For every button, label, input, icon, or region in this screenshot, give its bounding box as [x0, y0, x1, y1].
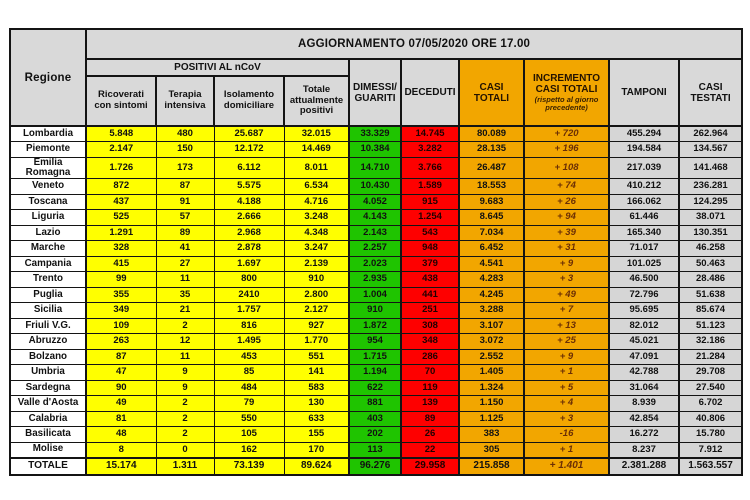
column-header-terapia-intensiva: Terapia intensiva — [156, 76, 214, 126]
region-cell: Emilia Romagna — [10, 157, 86, 179]
cell-casi-totali: 3.288 — [459, 303, 524, 319]
cell-tamponi: 410.212 — [609, 179, 679, 195]
cell-isolamento: 453 — [214, 349, 284, 365]
cell-tamponi: 47.091 — [609, 349, 679, 365]
region-cell: Piemonte — [10, 142, 86, 158]
cell-incremento: + 196 — [524, 142, 609, 158]
cell-terapia-intensiva: 91 — [156, 194, 214, 210]
cell-incremento: + 26 — [524, 194, 609, 210]
cell-dimessi-guariti: 1.194 — [349, 365, 401, 381]
cell-terapia-intensiva: 480 — [156, 126, 214, 142]
column-header-dimessi-guariti: DIMESSI/ GUARITI — [349, 59, 401, 126]
cell-casi-testati: 262.964 — [679, 126, 742, 142]
cell-isolamento: 816 — [214, 318, 284, 334]
region-cell: Molise — [10, 442, 86, 458]
cell-deceduti: 438 — [401, 272, 459, 288]
cell-dimessi-guariti: 33.329 — [349, 126, 401, 142]
cell-tamponi: 166.062 — [609, 194, 679, 210]
cell-dimessi-guariti: 113 — [349, 442, 401, 458]
cell-isolamento: 6.112 — [214, 157, 284, 179]
cell-tamponi: 455.294 — [609, 126, 679, 142]
table-row — [10, 241, 742, 257]
cell-ricoverati: 415 — [86, 256, 156, 272]
column-header-casi-testati: CASI TESTATI — [679, 59, 742, 126]
cell-deceduti: 286 — [401, 349, 459, 365]
region-cell: Bolzano — [10, 349, 86, 365]
cell-isolamento: 550 — [214, 411, 284, 427]
cell-deceduti: 3.766 — [401, 157, 459, 179]
cell-totale-positivi: 3.248 — [284, 210, 349, 226]
cell-dimessi-guariti: 2.023 — [349, 256, 401, 272]
table-row — [10, 225, 742, 241]
region-cell: Puglia — [10, 287, 86, 303]
cell-terapia-intensiva: 0 — [156, 442, 214, 458]
table-row — [10, 256, 742, 272]
cell-dimessi-guariti: 10.430 — [349, 179, 401, 195]
cell-deceduti: 948 — [401, 241, 459, 257]
cell-totale-positivi: 633 — [284, 411, 349, 427]
table-row — [10, 318, 742, 334]
cell-casi-testati: 15.780 — [679, 427, 742, 443]
cell-tamponi: 46.500 — [609, 272, 679, 288]
covid-regions-table — [9, 28, 743, 476]
cell-casi-totali: 4.541 — [459, 256, 524, 272]
cell-ricoverati: 872 — [86, 179, 156, 195]
table-row — [10, 287, 742, 303]
cell-terapia-intensiva: 21 — [156, 303, 214, 319]
cell-totale-positivi: 1.770 — [284, 334, 349, 350]
cell-deceduti: 441 — [401, 287, 459, 303]
cell-ricoverati: 349 — [86, 303, 156, 319]
cell-incremento: + 9 — [524, 349, 609, 365]
region-cell: Marche — [10, 241, 86, 257]
cell-ricoverati: 48 — [86, 427, 156, 443]
cell-casi-totali: 7.034 — [459, 225, 524, 241]
column-header-isolamento: Isolamento domiciliare — [214, 76, 284, 126]
cell-dimessi-guariti: 1.004 — [349, 287, 401, 303]
cell-isolamento: 4.188 — [214, 194, 284, 210]
cell-tamponi: 2.381.288 — [609, 458, 679, 475]
cell-casi-testati: 32.186 — [679, 334, 742, 350]
cell-terapia-intensiva: 27 — [156, 256, 214, 272]
cell-tamponi: 61.446 — [609, 210, 679, 226]
cell-tamponi: 42.788 — [609, 365, 679, 381]
cell-isolamento: 2.878 — [214, 241, 284, 257]
cell-casi-totali: 4.245 — [459, 287, 524, 303]
cell-ricoverati: 99 — [86, 272, 156, 288]
column-header-totale-positivi: Totale attualmente positivi — [284, 76, 349, 126]
cell-dimessi-guariti: 4.052 — [349, 194, 401, 210]
cell-ricoverati: 2.147 — [86, 142, 156, 158]
cell-totale-positivi: 32.015 — [284, 126, 349, 142]
cell-casi-totali: 3.107 — [459, 318, 524, 334]
cell-terapia-intensiva: 11 — [156, 349, 214, 365]
cell-totale-positivi: 14.469 — [284, 142, 349, 158]
cell-dimessi-guariti: 1.872 — [349, 318, 401, 334]
cell-dimessi-guariti: 954 — [349, 334, 401, 350]
cell-casi-totali: 1.125 — [459, 411, 524, 427]
cell-casi-testati: 28.486 — [679, 272, 742, 288]
cell-deceduti: 348 — [401, 334, 459, 350]
cell-incremento: + 1 — [524, 442, 609, 458]
cell-casi-totali: 8.645 — [459, 210, 524, 226]
cell-dimessi-guariti: 2.257 — [349, 241, 401, 257]
cell-isolamento: 12.172 — [214, 142, 284, 158]
cell-ricoverati: 15.174 — [86, 458, 156, 475]
table-row — [10, 365, 742, 381]
cell-ricoverati: 437 — [86, 194, 156, 210]
incremento-note: (rispetto al giorno precedente) — [534, 94, 599, 112]
cell-casi-testati: 29.708 — [679, 365, 742, 381]
cell-isolamento: 105 — [214, 427, 284, 443]
totale-row — [10, 458, 742, 475]
cell-dimessi-guariti: 881 — [349, 396, 401, 412]
cell-casi-totali: 26.487 — [459, 157, 524, 179]
cell-casi-testati: 51.638 — [679, 287, 742, 303]
cell-casi-testati: 124.295 — [679, 194, 742, 210]
cell-incremento: + 1.401 — [524, 458, 609, 475]
region-cell: Basilicata — [10, 427, 86, 443]
cell-casi-testati: 1.563.557 — [679, 458, 742, 475]
cell-totale-positivi: 551 — [284, 349, 349, 365]
cell-isolamento: 1.757 — [214, 303, 284, 319]
cell-incremento: + 9 — [524, 256, 609, 272]
cell-dimessi-guariti: 4.143 — [349, 210, 401, 226]
cell-tamponi: 16.272 — [609, 427, 679, 443]
table-row — [10, 427, 742, 443]
column-group-positivi: POSITIVI AL nCoV — [86, 59, 349, 76]
region-cell: Lombardia — [10, 126, 86, 142]
cell-terapia-intensiva: 9 — [156, 365, 214, 381]
region-cell: Toscana — [10, 194, 86, 210]
cell-ricoverati: 5.848 — [86, 126, 156, 142]
region-cell: Umbria — [10, 365, 86, 381]
cell-dimessi-guariti: 10.384 — [349, 142, 401, 158]
column-header-casi-totali: CASI TOTALI — [459, 59, 524, 126]
cell-terapia-intensiva: 2 — [156, 411, 214, 427]
cell-casi-testati: 85.674 — [679, 303, 742, 319]
cell-casi-testati: 6.702 — [679, 396, 742, 412]
incremento-label: INCREMENTO CASI TOTALI — [532, 72, 601, 95]
region-cell: Lazio — [10, 225, 86, 241]
table-row — [10, 349, 742, 365]
cell-casi-testati: 38.071 — [679, 210, 742, 226]
cell-casi-totali: 6.452 — [459, 241, 524, 257]
table-row — [10, 334, 742, 350]
cell-ricoverati: 263 — [86, 334, 156, 350]
cell-dimessi-guariti: 202 — [349, 427, 401, 443]
cell-tamponi: 72.796 — [609, 287, 679, 303]
cell-casi-totali: 80.089 — [459, 126, 524, 142]
cell-dimessi-guariti: 96.276 — [349, 458, 401, 475]
cell-incremento: -16 — [524, 427, 609, 443]
cell-incremento: + 108 — [524, 157, 609, 179]
group-header-row — [10, 59, 742, 76]
cell-deceduti: 26 — [401, 427, 459, 443]
table-row — [10, 126, 742, 142]
cell-ricoverati: 49 — [86, 396, 156, 412]
cell-incremento: + 25 — [524, 334, 609, 350]
cell-terapia-intensiva: 9 — [156, 380, 214, 396]
table-row — [10, 210, 742, 226]
cell-ricoverati: 525 — [86, 210, 156, 226]
cell-incremento: + 94 — [524, 210, 609, 226]
cell-isolamento: 2410 — [214, 287, 284, 303]
cell-ricoverati: 355 — [86, 287, 156, 303]
cell-casi-testati: 21.284 — [679, 349, 742, 365]
cell-incremento: + 49 — [524, 287, 609, 303]
cell-terapia-intensiva: 150 — [156, 142, 214, 158]
cell-totale-positivi: 130 — [284, 396, 349, 412]
cell-terapia-intensiva: 41 — [156, 241, 214, 257]
cell-totale-positivi: 3.247 — [284, 241, 349, 257]
column-header-deceduti: DECEDUTI — [401, 59, 459, 126]
cell-casi-totali: 28.135 — [459, 142, 524, 158]
cell-deceduti: 1.589 — [401, 179, 459, 195]
region-cell: Veneto — [10, 179, 86, 195]
cell-tamponi: 194.584 — [609, 142, 679, 158]
cell-deceduti: 29.958 — [401, 458, 459, 475]
cell-dimessi-guariti: 2.143 — [349, 225, 401, 241]
cell-terapia-intensiva: 2 — [156, 427, 214, 443]
cell-ricoverati: 47 — [86, 365, 156, 381]
cell-tamponi: 217.039 — [609, 157, 679, 179]
cell-casi-testati: 27.540 — [679, 380, 742, 396]
column-header-incremento — [524, 59, 609, 126]
cell-totale-positivi: 4.716 — [284, 194, 349, 210]
cell-incremento: + 74 — [524, 179, 609, 195]
cell-casi-totali: 18.553 — [459, 179, 524, 195]
cell-deceduti: 1.254 — [401, 210, 459, 226]
cell-totale-positivi: 4.348 — [284, 225, 349, 241]
table-row — [10, 396, 742, 412]
cell-deceduti: 543 — [401, 225, 459, 241]
cell-casi-totali: 383 — [459, 427, 524, 443]
cell-deceduti: 139 — [401, 396, 459, 412]
cell-terapia-intensiva: 89 — [156, 225, 214, 241]
cell-casi-testati: 7.912 — [679, 442, 742, 458]
cell-totale-positivi: 2.127 — [284, 303, 349, 319]
cell-dimessi-guariti: 14.710 — [349, 157, 401, 179]
cell-casi-testati: 236.281 — [679, 179, 742, 195]
region-cell: TOTALE — [10, 458, 86, 475]
cell-totale-positivi: 155 — [284, 427, 349, 443]
region-cell: Abruzzo — [10, 334, 86, 350]
cell-ricoverati: 87 — [86, 349, 156, 365]
cell-totale-positivi: 6.534 — [284, 179, 349, 195]
cell-incremento: + 4 — [524, 396, 609, 412]
table-row — [10, 194, 742, 210]
cell-casi-totali: 1.150 — [459, 396, 524, 412]
cell-ricoverati: 90 — [86, 380, 156, 396]
cell-casi-totali: 2.552 — [459, 349, 524, 365]
region-cell: Friuli V.G. — [10, 318, 86, 334]
cell-ricoverati: 1.726 — [86, 157, 156, 179]
cell-tamponi: 101.025 — [609, 256, 679, 272]
column-header-ricoverati: Ricoverati con sintomi — [86, 76, 156, 126]
cell-ricoverati: 328 — [86, 241, 156, 257]
title-row — [10, 29, 742, 59]
cell-tamponi: 31.064 — [609, 380, 679, 396]
table-row — [10, 157, 742, 179]
cell-totale-positivi: 89.624 — [284, 458, 349, 475]
cell-isolamento: 79 — [214, 396, 284, 412]
cell-casi-testati: 51.123 — [679, 318, 742, 334]
cell-terapia-intensiva: 11 — [156, 272, 214, 288]
cell-dimessi-guariti: 1.715 — [349, 349, 401, 365]
cell-isolamento: 1.495 — [214, 334, 284, 350]
cell-deceduti: 22 — [401, 442, 459, 458]
cell-ricoverati: 109 — [86, 318, 156, 334]
cell-dimessi-guariti: 403 — [349, 411, 401, 427]
cell-terapia-intensiva: 2 — [156, 396, 214, 412]
cell-incremento: + 31 — [524, 241, 609, 257]
cell-incremento: + 5 — [524, 380, 609, 396]
cell-deceduti: 119 — [401, 380, 459, 396]
cell-casi-totali: 305 — [459, 442, 524, 458]
cell-deceduti: 70 — [401, 365, 459, 381]
column-header-tamponi: TAMPONI — [609, 59, 679, 126]
cell-casi-testati: 141.468 — [679, 157, 742, 179]
cell-tamponi: 8.939 — [609, 396, 679, 412]
cell-deceduti: 251 — [401, 303, 459, 319]
cell-ricoverati: 81 — [86, 411, 156, 427]
cell-totale-positivi: 910 — [284, 272, 349, 288]
cell-isolamento: 73.139 — [214, 458, 284, 475]
cell-terapia-intensiva: 12 — [156, 334, 214, 350]
table-row — [10, 303, 742, 319]
cell-tamponi: 71.017 — [609, 241, 679, 257]
cell-isolamento: 2.666 — [214, 210, 284, 226]
cell-casi-totali: 1.324 — [459, 380, 524, 396]
cell-totale-positivi: 141 — [284, 365, 349, 381]
cell-casi-testati: 50.463 — [679, 256, 742, 272]
cell-casi-testati: 134.567 — [679, 142, 742, 158]
cell-deceduti: 89 — [401, 411, 459, 427]
cell-tamponi: 165.340 — [609, 225, 679, 241]
cell-deceduti: 308 — [401, 318, 459, 334]
region-cell: Sicilia — [10, 303, 86, 319]
region-cell: Campania — [10, 256, 86, 272]
cell-totale-positivi: 583 — [284, 380, 349, 396]
column-header-regione: Regione — [10, 29, 86, 126]
table-row — [10, 272, 742, 288]
region-cell: Valle d'Aosta — [10, 396, 86, 412]
cell-tamponi: 95.695 — [609, 303, 679, 319]
cell-isolamento: 85 — [214, 365, 284, 381]
cell-ricoverati: 1.291 — [86, 225, 156, 241]
cell-incremento: + 13 — [524, 318, 609, 334]
cell-terapia-intensiva: 57 — [156, 210, 214, 226]
cell-deceduti: 3.282 — [401, 142, 459, 158]
table-row — [10, 142, 742, 158]
cell-incremento: + 3 — [524, 411, 609, 427]
cell-casi-totali: 9.683 — [459, 194, 524, 210]
cell-deceduti: 915 — [401, 194, 459, 210]
cell-ricoverati: 8 — [86, 442, 156, 458]
cell-dimessi-guariti: 622 — [349, 380, 401, 396]
cell-incremento: + 39 — [524, 225, 609, 241]
cell-deceduti: 14.745 — [401, 126, 459, 142]
cell-totale-positivi: 2.139 — [284, 256, 349, 272]
cell-tamponi: 42.854 — [609, 411, 679, 427]
cell-terapia-intensiva: 2 — [156, 318, 214, 334]
cell-terapia-intensiva: 35 — [156, 287, 214, 303]
cell-totale-positivi: 8.011 — [284, 157, 349, 179]
cell-casi-testati: 130.351 — [679, 225, 742, 241]
cell-incremento: + 7 — [524, 303, 609, 319]
table-row — [10, 179, 742, 195]
cell-terapia-intensiva: 1.311 — [156, 458, 214, 475]
cell-totale-positivi: 170 — [284, 442, 349, 458]
cell-isolamento: 162 — [214, 442, 284, 458]
cell-incremento: + 1 — [524, 365, 609, 381]
cell-casi-totali: 4.283 — [459, 272, 524, 288]
cell-isolamento: 2.968 — [214, 225, 284, 241]
cell-casi-totali: 215.858 — [459, 458, 524, 475]
cell-casi-totali: 1.405 — [459, 365, 524, 381]
cell-deceduti: 379 — [401, 256, 459, 272]
cell-isolamento: 5.575 — [214, 179, 284, 195]
cell-isolamento: 25.687 — [214, 126, 284, 142]
cell-incremento: + 3 — [524, 272, 609, 288]
cell-isolamento: 1.697 — [214, 256, 284, 272]
cell-dimessi-guariti: 910 — [349, 303, 401, 319]
region-cell: Trento — [10, 272, 86, 288]
table-row — [10, 380, 742, 396]
region-cell: Liguria — [10, 210, 86, 226]
cell-terapia-intensiva: 87 — [156, 179, 214, 195]
region-cell: Sardegna — [10, 380, 86, 396]
cell-tamponi: 82.012 — [609, 318, 679, 334]
cell-casi-testati: 40.806 — [679, 411, 742, 427]
region-cell: Calabria — [10, 411, 86, 427]
cell-isolamento: 484 — [214, 380, 284, 396]
cell-totale-positivi: 2.800 — [284, 287, 349, 303]
cell-terapia-intensiva: 173 — [156, 157, 214, 179]
cell-isolamento: 800 — [214, 272, 284, 288]
cell-casi-testati: 46.258 — [679, 241, 742, 257]
cell-incremento: + 720 — [524, 126, 609, 142]
cell-casi-totali: 3.072 — [459, 334, 524, 350]
table-row — [10, 411, 742, 427]
cell-dimessi-guariti: 2.935 — [349, 272, 401, 288]
cell-tamponi: 45.021 — [609, 334, 679, 350]
table-title: AGGIORNAMENTO 07/05/2020 ORE 17.00 — [86, 29, 742, 59]
cell-totale-positivi: 927 — [284, 318, 349, 334]
cell-tamponi: 8.237 — [609, 442, 679, 458]
table-row — [10, 442, 742, 458]
